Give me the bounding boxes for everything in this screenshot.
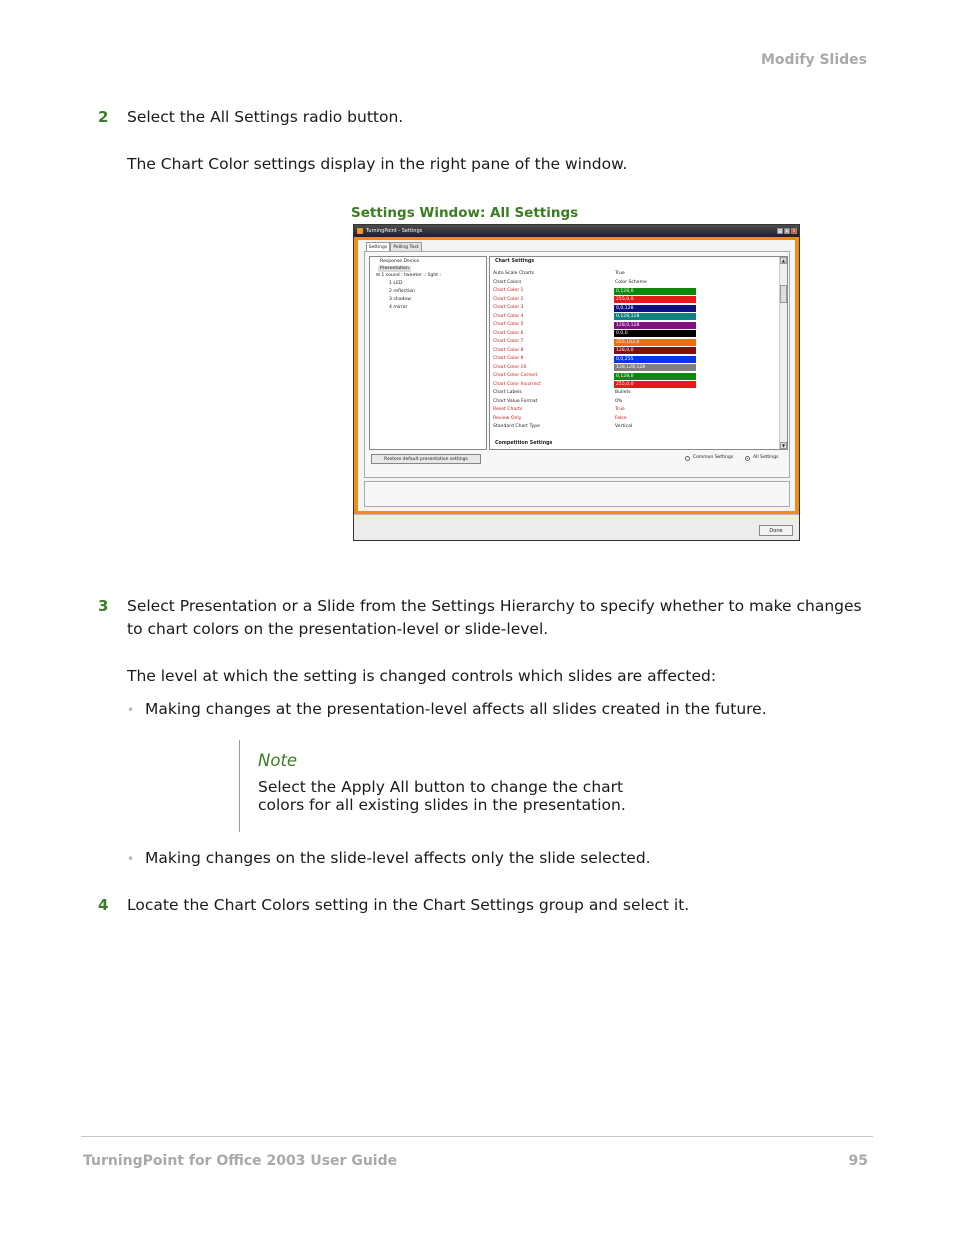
bullet-icon: •: [127, 852, 135, 866]
property-name: Chart Color 1: [493, 288, 524, 293]
color-swatch[interactable]: 0,0,255: [614, 356, 696, 363]
property-name: Chart Colors: [493, 279, 522, 285]
maximize-icon[interactable]: □: [785, 228, 789, 233]
scroll-up-icon[interactable]: ▲: [781, 258, 786, 263]
window-inner: [358, 240, 795, 511]
property-name: Chart Color 2: [493, 296, 524, 302]
done-button[interactable]: Done: [759, 525, 793, 536]
restore-defaults-button[interactable]: Restore default presentation settings: [371, 454, 481, 464]
tree-item-mirror[interactable]: 4 mirror: [389, 305, 408, 310]
paragraph-level-intro: The level at which the setting is changed controls which slides are affected:: [127, 667, 717, 685]
property-name: Reset Charts: [493, 407, 523, 412]
window-frame: [354, 237, 799, 514]
property-name: Chart Color 4: [493, 313, 524, 319]
property-name: Chart Color 7: [493, 339, 524, 344]
tree-item-presentation[interactable]: Presentation: [380, 266, 409, 271]
property-scrollbar[interactable]: [779, 257, 787, 449]
note-text: Select the Apply All button to change the chart colors for all existing slides in the presentation.: [258, 778, 626, 814]
window-bottom-bar: [354, 514, 799, 540]
property-grid: [489, 256, 788, 450]
scroll-down-icon[interactable]: ▼: [781, 443, 786, 448]
color-swatch[interactable]: 255,0,0: [614, 296, 696, 303]
settings-hierarchy-tree: [369, 256, 487, 450]
step-number: 3: [98, 597, 109, 615]
step-text: Select Presentation or a Slide from the Settings Hierarchy to specify whether to make changes to chart colors on the presentation-level or slide-level.: [127, 597, 862, 638]
expand-icon[interactable]: ⊟: [376, 273, 382, 278]
property-value: False: [615, 415, 627, 421]
tab-settings[interactable]: Settings: [366, 242, 390, 252]
bullet-text: Making changes on the slide-level affects only the slide selected.: [145, 849, 651, 867]
figure-caption: Settings Window: All Settings: [351, 205, 579, 221]
bullet-text: Making changes at the presentation-level affects all slides created in the future.: [145, 700, 767, 718]
property-name: Chart Color 3: [493, 305, 524, 310]
group-competition-settings: Competition Settings: [495, 441, 553, 446]
bullet-item: [127, 847, 651, 871]
step-number: 4: [98, 896, 109, 914]
scroll-thumb[interactable]: [780, 285, 787, 303]
tab-polling-text[interactable]: Polling Text: [390, 242, 422, 251]
property-name: Chart Color 8: [493, 347, 524, 353]
radio-common-settings-label: Common Settings: [693, 455, 734, 460]
property-name: Chart Value Format: [493, 398, 538, 404]
property-name: Chart Color Incorrect: [493, 381, 541, 387]
color-swatch[interactable]: 0,0,128: [614, 305, 696, 312]
tree-item-shadow[interactable]: 3 shadow: [389, 297, 411, 302]
tree-item-response-device[interactable]: Response Device: [380, 259, 420, 264]
app-icon: [357, 228, 363, 234]
property-name: Chart Color 10: [493, 364, 527, 370]
tree-item-reflection[interactable]: 2 reflection: [389, 289, 416, 294]
property-value: Bullets: [615, 390, 631, 395]
property-name: Auto Scale Charts: [493, 271, 534, 276]
property-name: Chart Labels: [493, 390, 522, 395]
color-swatch[interactable]: 255,102,0: [614, 339, 696, 346]
description-box: [364, 481, 790, 507]
bullet-item: [127, 698, 767, 722]
note-divider: [239, 740, 240, 832]
property-name: Review Only: [493, 415, 522, 421]
settings-window-screenshot: [353, 224, 800, 541]
color-swatch[interactable]: 128,0,128: [614, 322, 696, 329]
paragraph-chart-color-display: The Chart Color settings display in the right pane of the window.: [127, 155, 628, 173]
minimize-icon[interactable]: –: [779, 228, 781, 233]
property-name: Chart Color Correct: [493, 373, 538, 378]
property-value: 0%: [615, 398, 623, 404]
property-name: Chart Color 5: [493, 322, 524, 327]
property-value: True: [615, 271, 625, 276]
note-title: Note: [258, 751, 298, 770]
radio-common-settings[interactable]: [685, 456, 690, 461]
color-swatch[interactable]: 0,128,128: [614, 313, 696, 320]
group-chart-settings: Chart Settings: [495, 259, 535, 264]
property-value: True: [615, 407, 625, 412]
tree-item-led[interactable]: 1 LED: [389, 281, 403, 286]
color-swatch[interactable]: 0,128,0: [614, 373, 696, 380]
settings-panel: [364, 251, 790, 478]
close-icon[interactable]: ×: [792, 228, 796, 233]
color-swatch[interactable]: 0,128,0: [614, 288, 696, 295]
property-name: Chart Color 9: [493, 356, 524, 361]
property-value: Vertical: [615, 424, 633, 429]
radio-all-settings-label: All Settings: [753, 455, 779, 460]
property-name: Chart Color 6: [493, 330, 524, 336]
step-text: Select the All Settings radio button.: [127, 108, 404, 126]
running-header-section: Modify Slides: [761, 52, 867, 68]
radio-all-settings[interactable]: [745, 456, 750, 461]
bullet-icon: •: [127, 703, 135, 717]
window-titlebar: [354, 225, 799, 237]
tree-item-slide-label: 1 sound : tweeter :: light :: [381, 273, 442, 278]
window-title: TurningPoint - Settings: [366, 228, 423, 234]
footer-rule: [81, 1136, 873, 1137]
color-swatch[interactable]: 255,0,0: [614, 381, 696, 388]
page-number: 95: [848, 1153, 868, 1169]
color-swatch[interactable]: 0,0,0: [614, 330, 696, 337]
footer-title: TurningPoint for Office 2003 User Guide: [83, 1153, 398, 1169]
property-name: Standard Chart Type: [493, 424, 540, 429]
color-swatch[interactable]: 128,128,128: [614, 364, 696, 371]
property-value: Color Scheme: [615, 279, 647, 285]
tree-item-slide[interactable]: [376, 273, 441, 279]
color-swatch[interactable]: 128,0,0: [614, 347, 696, 354]
step-number: 2: [98, 108, 109, 126]
step-text: Locate the Chart Colors setting in the Chart Settings group and select it.: [127, 896, 690, 914]
